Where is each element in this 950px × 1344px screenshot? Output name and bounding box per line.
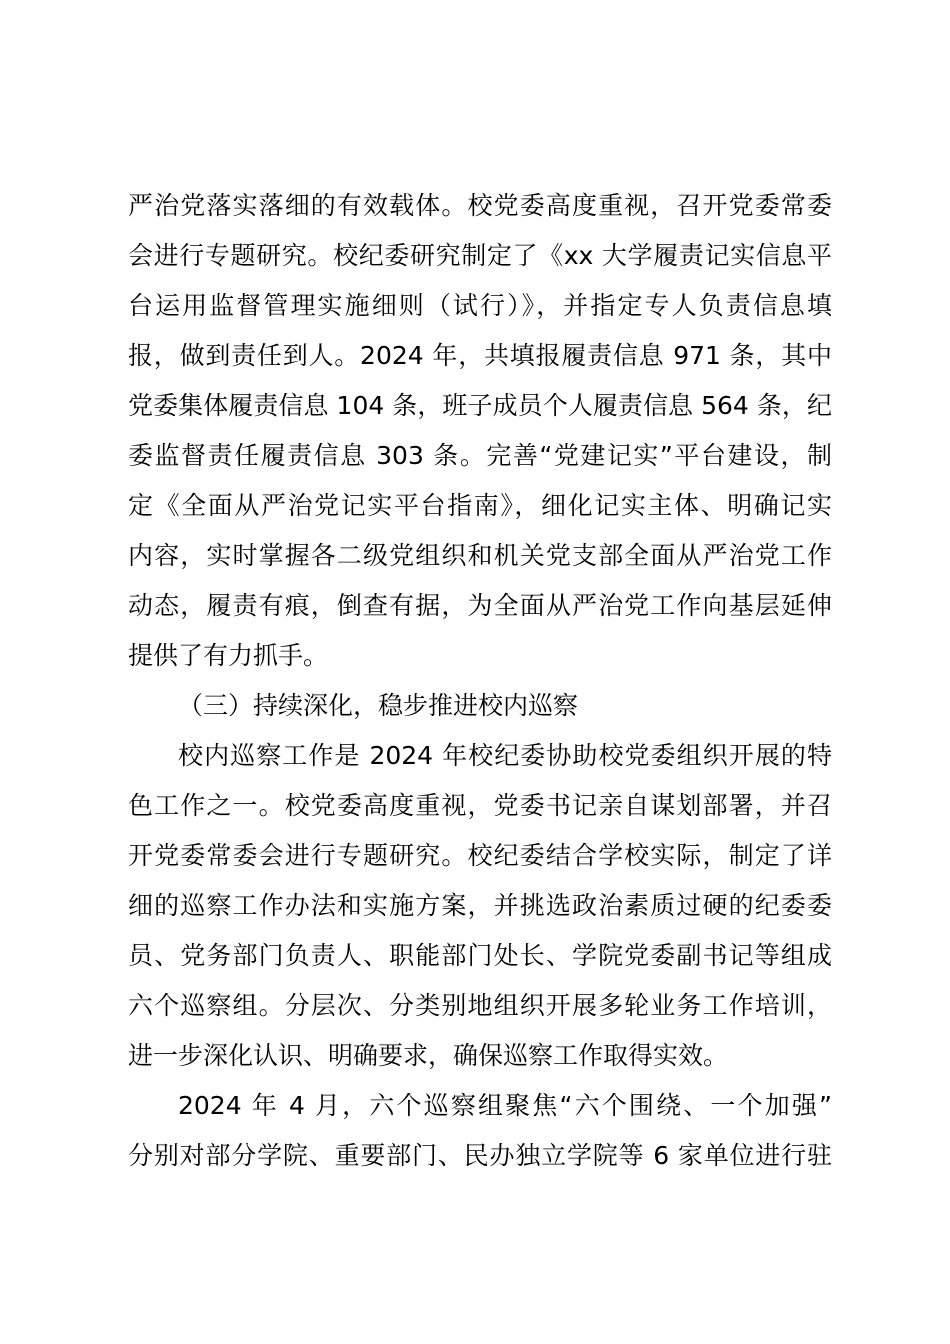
paragraph-1-line-5: 党委集体履责信息 104 条，班子成员个人履责信息 564 条，纪 (128, 391, 832, 420)
paragraph-2-line-3: 开党委常委会进行专题研究。校纪委结合学校实际，制定了详 (128, 841, 832, 870)
paragraph-1-line-9: 动态，履责有痕，倒查有据，为全面从严治党工作向基层延伸 (128, 591, 832, 620)
paragraph-1-line-3: 台运用监督管理实施细则（试行）》，并指定专人负责信息填 (128, 291, 832, 320)
paragraph-1-line-4: 报，做到责任到人。2024 年，共填报履责信息 971 条，其中 (128, 341, 832, 370)
paragraph-3-line-2: 分别对部分学院、重要部门、民办独立学院等 6 家单位进行驻 (128, 1141, 832, 1170)
paragraph-2-line-2: 色工作之一。校党委高度重视，党委书记亲自谋划部署，并召 (128, 791, 832, 820)
paragraph-3-line-1: 2024 年 4 月，六个巡察组聚焦“六个围绕、一个加强” (178, 1091, 832, 1120)
section-heading-3: （三）持续深化，稳步推进校内巡察 (178, 691, 579, 720)
paragraph-1-line-6: 委监督责任履责信息 303 条。完善“党建记实”平台建设，制 (128, 441, 832, 470)
paragraph-2-line-7: 进一步深化认识、明确要求，确保巡察工作取得实效。 (128, 1041, 729, 1070)
paragraph-1-line-1: 严治党落实落细的有效载体。校党委高度重视，召开党委常委 (128, 191, 832, 220)
paragraph-2-line-1: 校内巡察工作是 2024 年校纪委协助校党委组织开展的特 (178, 741, 832, 770)
paragraph-1-line-10: 提供了有力抓手。 (128, 641, 329, 670)
paragraph-1-line-7: 定《全面从严治党记实平台指南》，细化记实主体、明确记实 (128, 491, 832, 520)
paragraph-1-line-2: 会进行专题研究。校纪委研究制定了《xx 大学履责记实信息平 (128, 241, 832, 270)
paragraph-2-line-6: 六个巡察组。分层次、分类别地组织开展多轮业务工作培训， (128, 991, 832, 1020)
paragraph-1-line-8: 内容，实时掌握各二级党组织和机关党支部全面从严治党工作 (128, 541, 832, 570)
paragraph-2-line-5: 员、党务部门负责人、职能部门处长、学院党委副书记等组成 (128, 941, 832, 970)
paragraph-2-line-4: 细的巡察工作办法和实施方案，并挑选政治素质过硬的纪委委 (128, 891, 832, 920)
